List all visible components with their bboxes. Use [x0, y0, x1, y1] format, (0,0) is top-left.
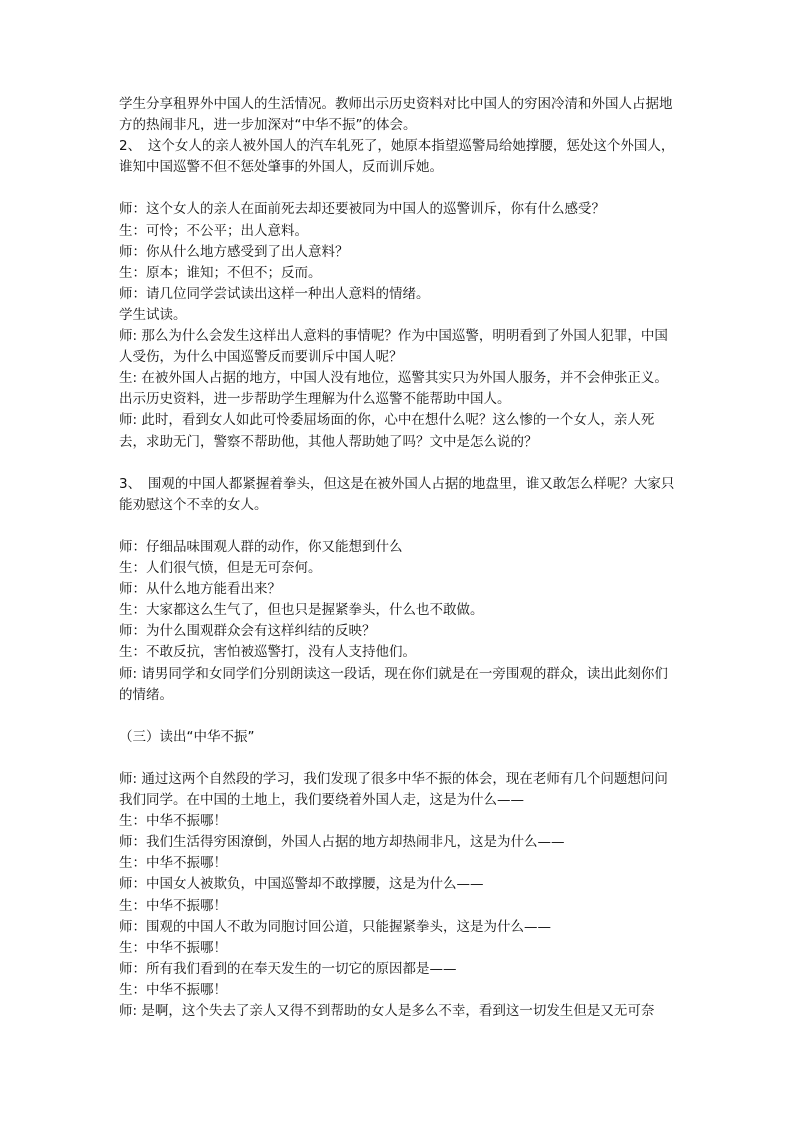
blank-line — [119, 516, 679, 537]
paragraph: 师: 那么为什么会发生这样出人意料的事情呢？作为中国巡警，明明看到了外国人犯罪，中国人受伤，为什么中国巡警反而要训斥中国人呢？ — [119, 328, 668, 366]
paragraph: 师：围观的中国人不敢为同胞讨回公道，只能握紧拳头，这是为什么—— — [119, 918, 551, 935]
paragraph: 生：中华不振哪！ — [119, 897, 227, 914]
paragraph: 生：人们很气愤，但是无可奈何。 — [119, 560, 322, 577]
paragraph: 2、 这个女人的亲人被外国人的汽车轧死了，她原本指望巡警局给她撑腰，惩处这个外国人，谁知中国巡警不但不惩处肇事的外国人，反而训斥她。 — [119, 138, 675, 176]
blank-line — [119, 748, 679, 769]
paragraph: 3、 围观的中国人都紧握着拳头，但这是在被外国人占据的地盘里，谁又敢怎么样呢？大家只能劝慰这个不幸的女人。 — [119, 475, 675, 513]
paragraph: 生：中华不振哪！ — [119, 939, 227, 956]
paragraph: 师：从什么地方能看出来？ — [119, 581, 281, 598]
paragraph: 师：你从什么地方感受到了出人意料？ — [119, 243, 349, 260]
blank-line — [119, 706, 679, 727]
paragraph: 生：中华不振哪！ — [119, 813, 227, 830]
paragraph: 师: 是啊，这个失去了亲人又得不到帮助的女人是多么不幸，看到这一切发生但是又无可奈 — [119, 1003, 655, 1020]
document-page — [119, 94, 679, 1022]
paragraph: 师：为什么围观群众会有这样纠结的反映？ — [119, 623, 376, 640]
paragraph: 学生试读。 — [119, 306, 187, 323]
blank-line — [119, 178, 679, 199]
paragraph: 师: 通过这两个自然段的学习，我们发现了很多中华不振的体会，现在老师有几个问题想问问我们同学。在中国的土地上，我们要绕着外国人走，这是为什么—— — [119, 771, 668, 809]
paragraph: 师：请几位同学尝试读出这样一种出人意料的情绪。 — [119, 285, 430, 302]
paragraph: （三）读出“中华不振” — [119, 728, 255, 745]
paragraph: 师: 此时，看到女人如此可怜委屈场面的你，心中在想什么呢？这么惨的一个女人，亲人死去，求助无门，警察不帮助他，其他人帮助她了吗？文中是怎么说的？ — [119, 412, 655, 450]
paragraph: 生：可怜；不公平；出人意料。 — [119, 222, 308, 239]
paragraph: 生：不敢反抗，害怕被巡警打，没有人支持他们。 — [119, 644, 416, 661]
paragraph: 师：中国女人被欺负，中国巡警却不敢撑腰，这是为什么—— — [119, 876, 484, 893]
paragraph: 生：中华不振哪！ — [119, 981, 227, 998]
blank-line — [119, 453, 679, 474]
paragraph: 师：这个女人的亲人在面前死去却还要被同为中国人的巡警训斥，你有什么感受？ — [119, 201, 605, 218]
paragraph: 师: 请男同学和女同学们分别朗读这一段话，现在你们就是在一旁围观的群众，读出此刻你们的情绪。 — [119, 665, 668, 703]
paragraph: 学生分享租界外中国人的生活情况。教师出示历史资料对比中国人的穷困冷清和外国人占据地方的热闹非凡，进一步加深对“中华不振”的体会。 — [119, 96, 673, 134]
paragraph: 师：我们生活得穷困潦倒，外国人占据的地方却热闹非凡，这是为什么—— — [119, 834, 565, 851]
paragraph: 师：仔细品味围观人群的动作，你又能想到什么 — [119, 538, 403, 555]
paragraph: 师：所有我们看到的在奉天发生的一切它的原因都是—— — [119, 960, 457, 977]
paragraph: 生：大家都这么生气了，但也只是握紧拳头，什么也不敢做。 — [119, 602, 484, 619]
paragraph: 生：原本；谁知；不但不；反而。 — [119, 264, 322, 281]
paragraph: 生：中华不振哪！ — [119, 855, 227, 872]
paragraph: 生: 在被外国人占据的地方，中国人没有地位，巡警其实只为外国人服务，并不会伸张正义。出示历史资料，进一步帮助学生理解为什么巡警不能帮助中国人。 — [119, 370, 668, 408]
